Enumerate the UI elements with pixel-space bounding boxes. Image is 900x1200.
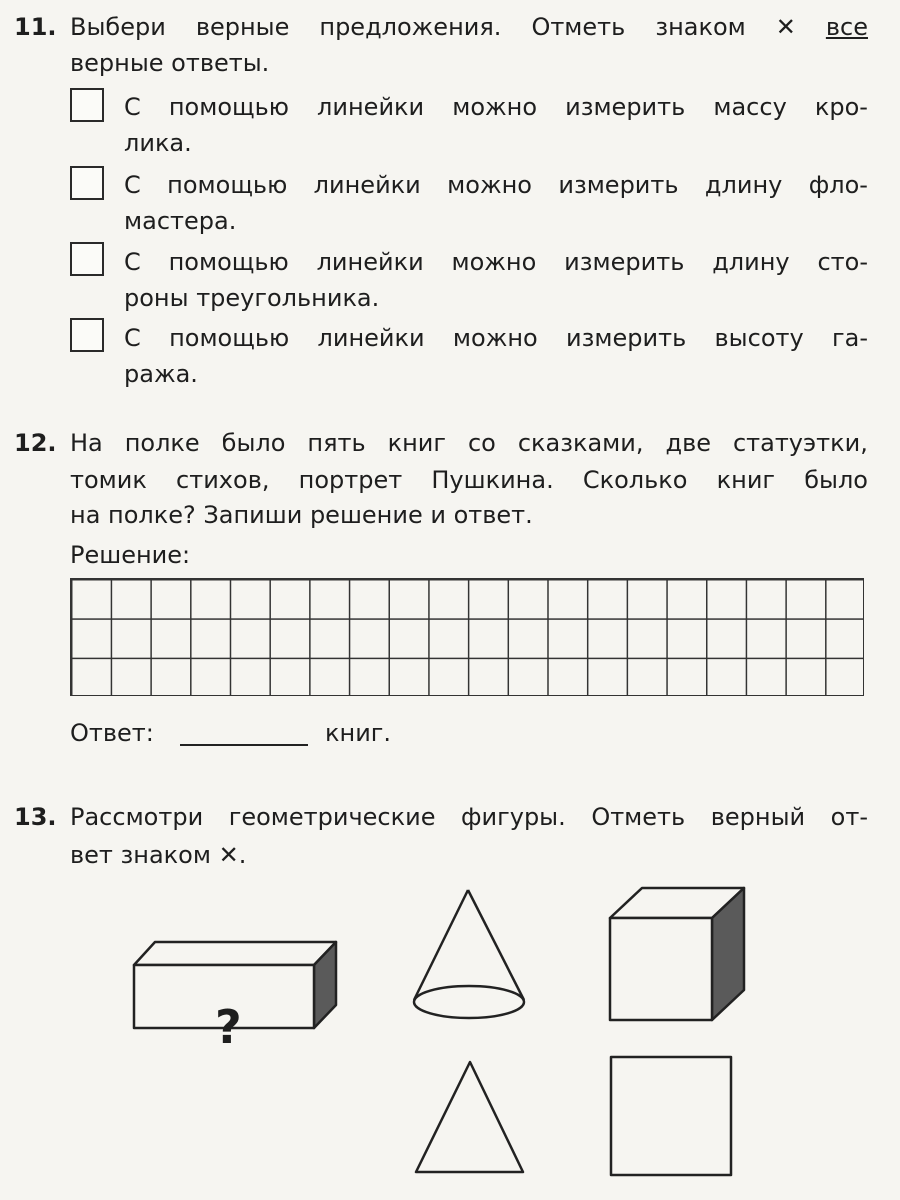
option-word: С [124,171,141,199]
task-12-word: Сколько [582,466,688,494]
task-12-word: пять [307,429,366,457]
option-word: фло- [808,171,868,199]
task-11-all-word: все [825,13,868,41]
cross-mark-icon: ✕ [218,841,239,869]
option-word: С [124,248,141,276]
task-12-word: было [221,429,286,457]
task-12-word: полке [124,429,200,457]
option-word: длину [712,248,790,276]
task-12-number: 12. [14,429,57,457]
task-12-word: сказками, [517,429,644,457]
task-11-word: Выбери [70,13,166,41]
task-12-word: На [70,429,103,457]
option-word: С [124,324,141,352]
task-13-number: 13. [14,803,57,831]
option-word: линейки [316,248,424,276]
option-word: измерить [564,248,685,276]
task-11-word: знаком [655,13,746,41]
solution-label: Решение: [70,541,191,569]
task-11-number: 11. [14,13,57,41]
option-word: помощью [168,248,289,276]
option-word: помощью [167,171,288,199]
task-13-line2-text: вет знаком [70,841,211,869]
cross-mark-icon: ✕ [775,13,796,41]
task-12-word: две [665,429,711,457]
task-12-word: Пушкина. [431,466,554,494]
task-12-word: портрет [298,466,403,494]
option-word: высоту [714,324,804,352]
option-word: кро- [814,93,868,121]
task-13-line2-end: . [238,841,247,869]
option-word: линейки [317,324,425,352]
option-3-text-line2: роны треугольника. [124,284,380,312]
option-word: помощью [169,324,290,352]
option-word: линейки [317,93,425,121]
option-2-text-line2: мастера. [124,207,237,235]
task-13-word: фигуры. [461,803,566,831]
option-word: измерить [566,324,687,352]
option-word: длину [704,171,783,199]
task-13-word: геометрические [228,803,436,831]
triangle-figure [416,1062,523,1172]
option-word: можно [452,93,538,121]
task-12-word: со [467,429,496,457]
option-1-text-line2: лика. [124,129,192,157]
option-word: га- [832,324,868,352]
task-12-word: статуэтки, [732,429,868,457]
option-4-text-line2: ража. [124,360,198,388]
task-12-word: томик [70,466,147,494]
option-word: помощью [168,93,289,121]
task-12-word: книг [387,429,447,457]
question-mark: ? [215,1000,242,1054]
option-word: массу [713,93,787,121]
cube-figure [610,888,744,1020]
option-word: можно [447,171,532,199]
task-13-word: Отметь [591,803,686,831]
cone-figure [414,890,524,1018]
option-word: С [124,93,141,121]
option-word: измерить [565,93,686,121]
task-13-word: от- [830,803,868,831]
option-word: можно [452,324,538,352]
task-11-word: верные [195,13,290,41]
task-12-word: книг [716,466,776,494]
answer-unit: книг. [325,719,392,747]
task-11-instruction-line2: верные ответы. [70,49,270,77]
task-11-word: Отметь [531,13,626,41]
option-word: можно [451,248,537,276]
square-figure [611,1057,731,1175]
option-word: сто- [817,248,868,276]
task-11-word: предложения. [319,13,502,41]
option-word: линейки [313,171,421,199]
answer-label: Ответ: [70,719,154,747]
task-13-word: Рассмотри [70,803,204,831]
option-word: измерить [558,171,679,199]
task-12-word: стихов, [176,466,270,494]
task-12-text-line3: на полке? Запиши решение и ответ. [70,501,533,529]
task-13-word: верный [710,803,806,831]
task-12-word: было [804,466,868,494]
